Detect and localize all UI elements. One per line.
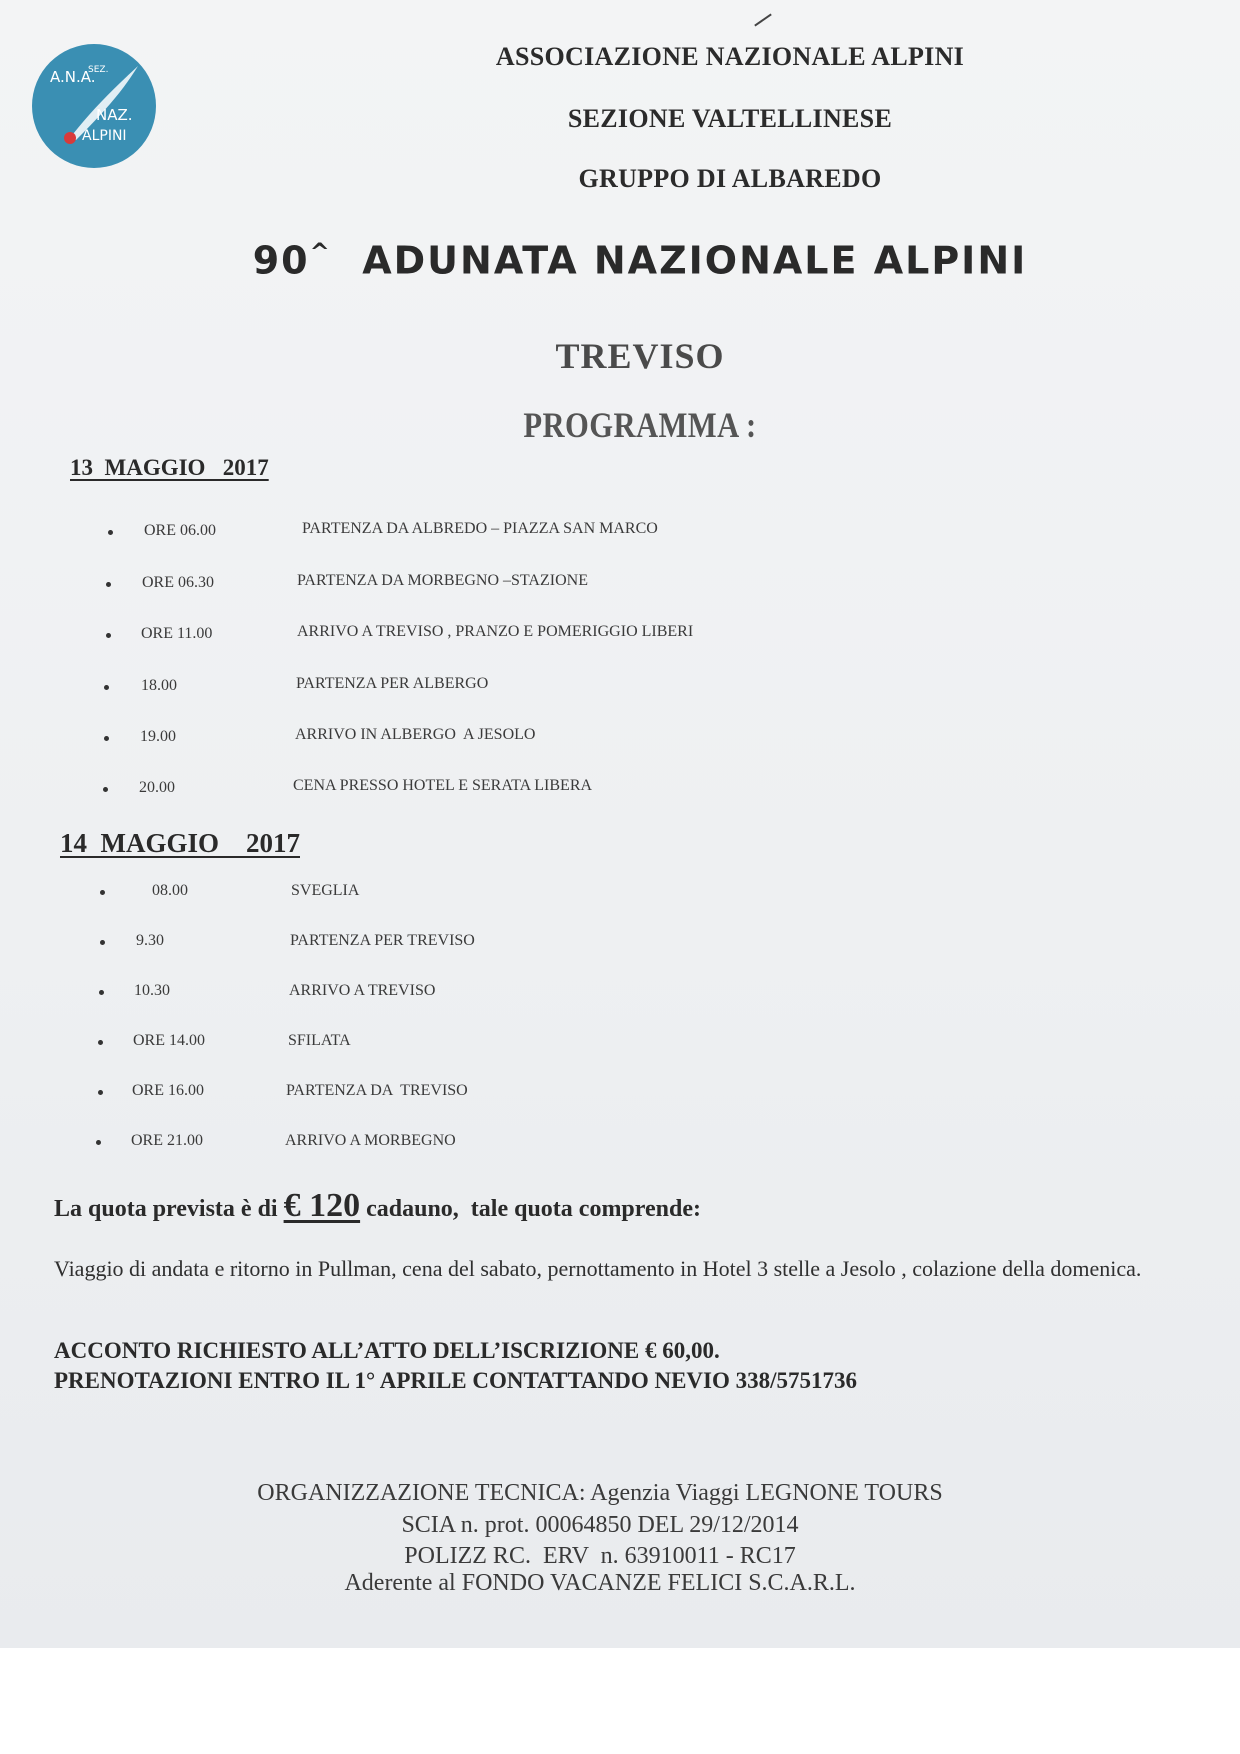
header-group: GRUPPO DI ALBAREDO [578, 164, 882, 193]
bullet-icon [103, 787, 108, 792]
day1-item-activity: PARTENZA PER ALBERGO [296, 675, 489, 692]
event-number: 90 [252, 238, 310, 283]
event-city: TREVISO [555, 336, 725, 376]
logo-circle [32, 44, 156, 168]
program-label: PROGRAMMA : [523, 405, 757, 445]
day1-item-activity: ARRIVO A TREVISO , PRANZO E POMERIGGIO LIBERI [297, 623, 694, 640]
day2-item-activity: PARTENZA DA TREVISO [286, 1082, 468, 1099]
includes-text: Viaggio di andata e ritorno in Pullman, cena del sabato, pernottamento in Hotel 3 stelle a Jesolo , colazione della domenica. [54, 1256, 1142, 1281]
day2-item-activity: PARTENZA PER TREVISO [290, 932, 475, 949]
footer-insurance: POLIZZ RC. ERV n. 63910011 - RC17 [404, 1543, 796, 1569]
bullet-icon [98, 1090, 103, 1095]
logo-text-naz: NAZ. [96, 106, 133, 124]
day2-item-time: 08.00 [152, 882, 188, 899]
footer-organization: ORGANIZZAZIONE TECNICA: Agenzia Viaggi LEGNONE TOURS [257, 1480, 943, 1506]
bullet-icon [108, 530, 113, 535]
day1-item-time: ORE 11.00 [141, 625, 213, 642]
feather-pompom-icon [64, 132, 76, 144]
bullet-icon [100, 890, 105, 895]
day2-item-time: 9.30 [136, 932, 164, 949]
day2-item-time: 10.30 [134, 982, 170, 999]
day1-item-activity: PARTENZA DA ALBREDO – PIAZZA SAN MARCO [302, 520, 658, 537]
header-section: SEZIONE VALTELLINESE [567, 104, 893, 133]
deposit-notice: ACCONTO RICHIESTO ALL’ATTO DELL’ISCRIZIONE € 60,00. [54, 1338, 720, 1363]
day2-item-time: ORE 16.00 [132, 1082, 204, 1099]
day2-item-activity: SFILATA [288, 1032, 351, 1049]
bullet-icon [104, 685, 109, 690]
day2-item-activity: ARRIVO A MORBEGNO [285, 1132, 456, 1149]
quota-price: € 120 [283, 1187, 361, 1224]
day1-item-activity: PARTENZA DA MORBEGNO –STAZIONE [297, 572, 588, 589]
bullet-icon [104, 736, 109, 741]
event-ordinal: ^ [309, 238, 332, 266]
footer-fund: Aderente al FONDO VACANZE FELICI S.C.A.R.L. [344, 1570, 856, 1596]
day1-item-time: 19.00 [140, 728, 176, 745]
day2-heading: 14 MAGGIO 2017 [60, 828, 300, 858]
event-title-text: ADUNATA NAZIONALE ALPINI [362, 238, 1028, 283]
logo-text-alpini: ALPINI [82, 128, 127, 144]
quota-line [54, 1187, 701, 1225]
booking-notice: PRENOTAZIONI ENTRO IL 1° APRILE CONTATTANDO NEVIO 338/5751736 [54, 1368, 858, 1393]
day1-item-time: 18.00 [141, 677, 177, 694]
logo-text-ana: A.N.A. [50, 68, 96, 86]
day1-item-time: ORE 06.00 [144, 522, 216, 539]
bullet-icon [96, 1140, 101, 1145]
day2-item-time: ORE 14.00 [133, 1032, 205, 1049]
day1-heading: 13 MAGGIO 2017 [70, 455, 269, 480]
day2-item-activity: SVEGLIA [291, 882, 360, 899]
logo-text-sez: SEZ. [88, 65, 109, 75]
event-title [230, 238, 1050, 283]
day2-item-time: ORE 21.00 [131, 1132, 203, 1149]
day1-item-time: 20.00 [139, 779, 175, 796]
bullet-icon [106, 582, 111, 587]
header-association: ASSOCIAZIONE NAZIONALE ALPINI [495, 42, 965, 71]
quota-suffix: cadauno, tale quota comprende: [360, 1196, 701, 1222]
footer-scia: SCIA n. prot. 00064850 DEL 29/12/2014 [401, 1512, 799, 1538]
day1-item-time: ORE 06.30 [142, 574, 214, 591]
bullet-icon [99, 990, 104, 995]
day2-item-activity: ARRIVO A TREVISO [289, 982, 436, 999]
day1-item-activity: ARRIVO IN ALBERGO A JESOLO [295, 726, 536, 743]
pen-mark [754, 13, 772, 26]
bullet-icon [100, 940, 105, 945]
bullet-icon [98, 1040, 103, 1045]
alpini-logo [30, 42, 158, 170]
bullet-icon [106, 633, 111, 638]
quota-prefix: La quota prevista è di [54, 1196, 284, 1222]
day1-item-activity: CENA PRESSO HOTEL E SERATA LIBERA [293, 777, 593, 794]
